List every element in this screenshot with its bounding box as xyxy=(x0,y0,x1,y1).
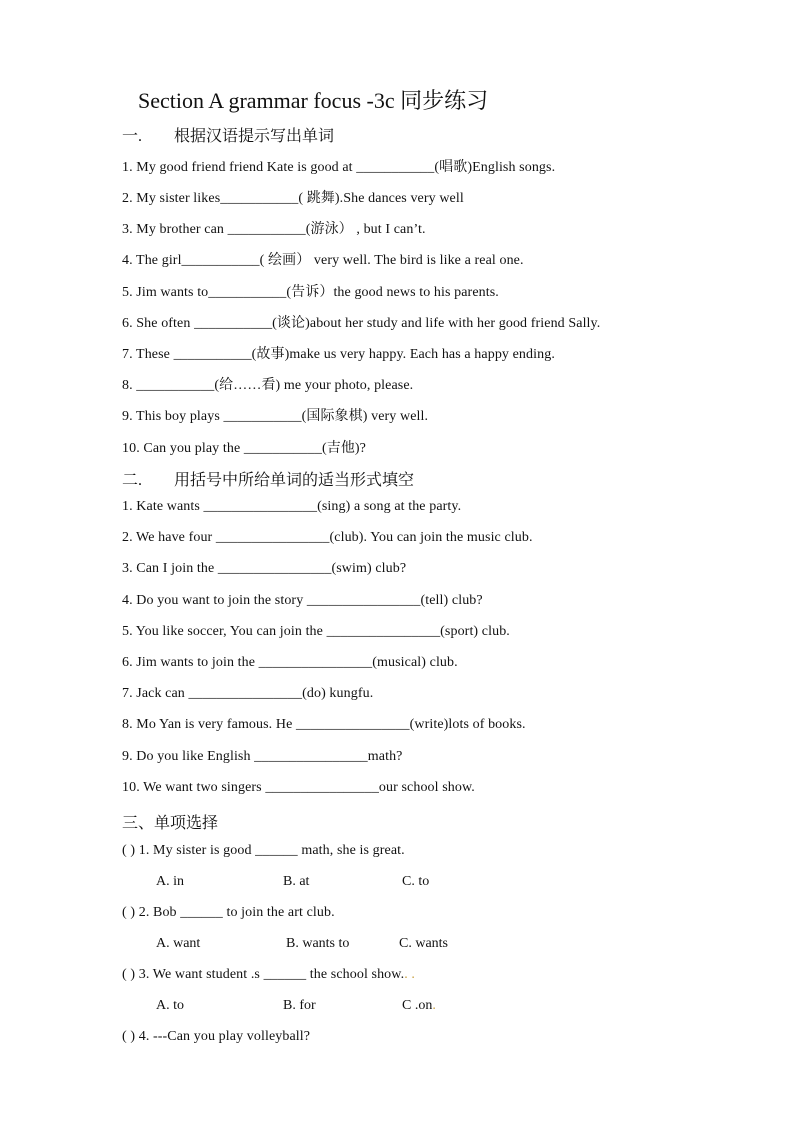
option-c: C. wants xyxy=(399,936,448,951)
section-number: 二. xyxy=(122,472,143,489)
exercise-line: 10. Can you play the ___________(吉他)? xyxy=(122,441,366,456)
question-stem: ( ) 4. ---Can you play volleyball? xyxy=(122,1029,311,1044)
exercise-line: 1. My good friend friend Kate is good at ___________(唱歌)English songs. xyxy=(122,160,556,175)
option-c: C. to xyxy=(402,874,430,889)
section-title: 根据汉语提示写出单词 xyxy=(174,128,335,145)
option-b: B. for xyxy=(283,998,316,1013)
exercise-line: 9. Do you like English ________________math? xyxy=(122,749,403,764)
section-heading-3: 三、单项选择 xyxy=(122,815,219,832)
exercise-line: 6. She often ___________(谈论)about her study and life with her good friend Sally. xyxy=(122,316,601,331)
exercise-line: 7. These ___________(故事)make us very happy. Each has a happy ending. xyxy=(122,347,555,362)
option-a: A. to xyxy=(156,998,184,1013)
option-b: B. at xyxy=(283,874,310,889)
option-a: A. in xyxy=(156,874,184,889)
exercise-line: 10. We want two singers ________________our school show. xyxy=(122,780,475,795)
exercise-line: 4. The girl___________( 绘画） very well. The bird is like a real one. xyxy=(122,253,524,268)
section-heading-1 xyxy=(122,123,334,146)
question-stem: ( ) 1. My sister is good ______ math, she is great. xyxy=(122,843,405,858)
section-number: 一. xyxy=(122,128,143,145)
section-heading-2 xyxy=(122,467,414,490)
exercise-line: 9. This boy plays ___________(国际象棋) very well. xyxy=(122,409,429,424)
option-c-text: C .on xyxy=(402,998,433,1013)
option-b: B. wants to xyxy=(286,936,350,951)
exercise-line: 5. Jim wants to___________(告诉）the good news to his parents. xyxy=(122,285,499,300)
option-a: A. want xyxy=(156,936,201,951)
exercise-line: 2. My sister likes___________( 跳舞).She dances very well xyxy=(122,191,464,206)
exercise-line: 2. We have four ________________(club). You can join the music club. xyxy=(122,530,533,545)
exercise-line: 7. Jack can ________________(do) kungfu. xyxy=(122,686,374,701)
option-c xyxy=(402,998,436,1014)
question-text: ( ) 3. We want student .s ______ the school show. xyxy=(122,967,405,982)
exercise-line: 1. Kate wants ________________(sing) a song at the party. xyxy=(122,499,462,514)
decorative-dot: . xyxy=(432,998,436,1013)
decorative-dots: . . xyxy=(404,967,415,982)
page-title: Section A grammar focus -3c 同步练习 xyxy=(138,88,489,113)
question-stem xyxy=(122,967,415,983)
question-stem: ( ) 2. Bob ______ to join the art club. xyxy=(122,905,335,920)
exercise-line: 3. My brother can ___________(游泳） , but I can’t. xyxy=(122,222,426,237)
section-title: 用括号中所给单词的适当形式填空 xyxy=(174,472,415,489)
exercise-line: 3. Can I join the ________________(swim) club? xyxy=(122,561,407,576)
exercise-line: 4. Do you want to join the story ________________(tell) club? xyxy=(122,593,483,608)
exercise-line: 6. Jim wants to join the ________________(musical) club. xyxy=(122,655,458,670)
exercise-line: 5. You like soccer, You can join the ________________(sport) club. xyxy=(122,624,510,639)
exercise-line: 8. Mo Yan is very famous. He ________________(write)lots of books. xyxy=(122,717,526,732)
exercise-line: 8. ___________(给……看) me your photo, please. xyxy=(122,378,414,393)
